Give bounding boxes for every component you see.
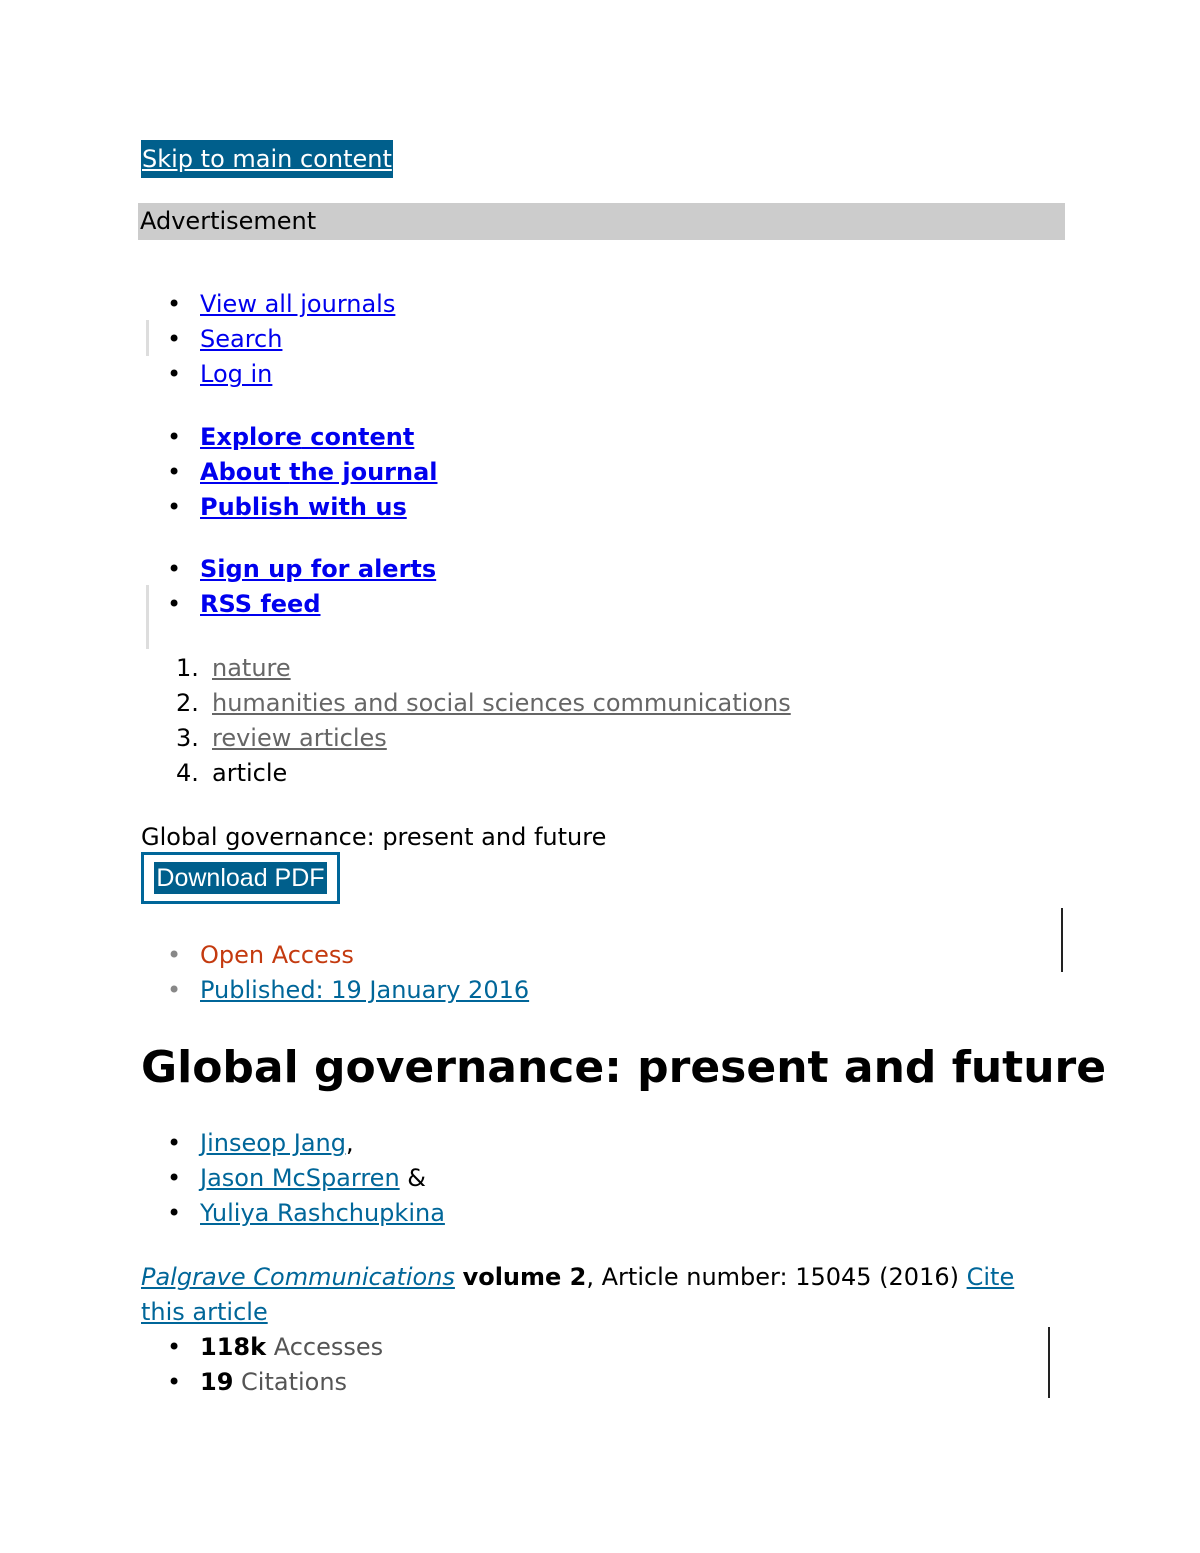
author-separator: , bbox=[346, 1129, 354, 1157]
metric-item bbox=[200, 1365, 383, 1400]
breadcrumb-link-journal[interactable]: humanities and social sciences communications bbox=[212, 689, 791, 717]
published-date-link[interactable]: Published: 19 January 2016 bbox=[200, 976, 530, 1004]
skip-to-main-content-link[interactable]: Skip to main content bbox=[141, 140, 393, 178]
breadcrumb-number: 2. bbox=[176, 689, 199, 717]
author-separator: & bbox=[399, 1164, 426, 1192]
metric-item bbox=[200, 1330, 383, 1365]
download-pdf-button[interactable] bbox=[141, 852, 340, 904]
top-nav-item bbox=[200, 357, 395, 392]
alerts-nav-item bbox=[200, 587, 436, 622]
breadcrumb-item bbox=[176, 721, 791, 756]
accesses-label: Accesses bbox=[266, 1333, 384, 1361]
alerts-nav bbox=[200, 552, 436, 622]
journal-nav bbox=[200, 420, 438, 525]
view-all-journals-link[interactable]: View all journals bbox=[200, 290, 396, 318]
breadcrumb bbox=[176, 651, 791, 791]
author-list bbox=[200, 1126, 445, 1231]
author-item bbox=[200, 1196, 445, 1231]
short-title: Global governance: present and future bbox=[141, 823, 607, 851]
meta-item bbox=[200, 973, 529, 1008]
breadcrumb-item bbox=[176, 686, 791, 721]
breadcrumb-item bbox=[176, 651, 791, 686]
meta-item bbox=[200, 938, 529, 973]
breadcrumb-number: 4. bbox=[176, 759, 199, 787]
link-text: Publish bbox=[200, 493, 309, 521]
cite-this-article-link[interactable]: Cite this article bbox=[141, 1263, 1015, 1326]
link-text: About bbox=[200, 458, 290, 486]
article-meta bbox=[200, 938, 529, 1008]
author-link[interactable]: Jinseop Jang bbox=[200, 1129, 347, 1157]
top-nav bbox=[200, 287, 395, 392]
link-text: Explore bbox=[200, 423, 302, 451]
breadcrumb-current: article bbox=[212, 759, 288, 787]
citations-label: Citations bbox=[233, 1368, 348, 1396]
article-metrics bbox=[200, 1330, 383, 1400]
alerts-nav-item bbox=[200, 552, 436, 587]
search-link[interactable]: Search bbox=[200, 325, 283, 353]
breadcrumb-link-review-articles[interactable]: review articles bbox=[212, 724, 387, 752]
breadcrumb-number: 1. bbox=[176, 654, 199, 682]
journal-nav-item bbox=[200, 490, 438, 525]
download-pdf-label: Download PDF bbox=[156, 864, 325, 892]
author-item bbox=[200, 1126, 445, 1161]
about-the-journal-link[interactable] bbox=[200, 458, 438, 486]
breadcrumb-number: 3. bbox=[176, 724, 199, 752]
explore-content-link[interactable] bbox=[200, 423, 414, 451]
author-link[interactable]: Yuliya Rashchupkina bbox=[200, 1199, 445, 1227]
article-number: , Article number: 15045 (2016) bbox=[586, 1263, 967, 1291]
citation-line bbox=[141, 1260, 1041, 1330]
accesses-count: 118k bbox=[200, 1333, 267, 1361]
journal-link[interactable]: Palgrave Communications bbox=[141, 1263, 455, 1291]
log-in-link[interactable]: Log in bbox=[200, 360, 273, 388]
article-title: Global governance: present and future bbox=[141, 1042, 1107, 1093]
sign-up-for-alerts-link[interactable]: Sign up for alerts bbox=[200, 555, 437, 583]
top-nav-item bbox=[200, 322, 395, 357]
advertisement-banner: Advertisement bbox=[138, 203, 1065, 240]
volume: volume 2 bbox=[462, 1263, 587, 1291]
open-access-label: Open Access bbox=[200, 941, 354, 969]
author-item bbox=[200, 1161, 445, 1196]
nav-separator bbox=[146, 320, 149, 356]
nav-separator bbox=[146, 585, 149, 649]
link-text: with us bbox=[308, 493, 407, 521]
journal-nav-item bbox=[200, 420, 438, 455]
author-link[interactable]: Jason McSparren bbox=[200, 1164, 400, 1192]
journal-nav-item bbox=[200, 455, 438, 490]
link-text: content bbox=[301, 423, 415, 451]
breadcrumb-link-nature[interactable]: nature bbox=[212, 654, 291, 682]
top-nav-item bbox=[200, 287, 395, 322]
vertical-rule bbox=[1048, 1327, 1050, 1398]
citations-count: 19 bbox=[200, 1368, 234, 1396]
vertical-rule bbox=[1061, 908, 1063, 972]
breadcrumb-item bbox=[176, 756, 791, 791]
link-text: the journal bbox=[289, 458, 438, 486]
publish-with-us-link[interactable] bbox=[200, 493, 407, 521]
rss-feed-link[interactable]: RSS feed bbox=[200, 590, 321, 618]
